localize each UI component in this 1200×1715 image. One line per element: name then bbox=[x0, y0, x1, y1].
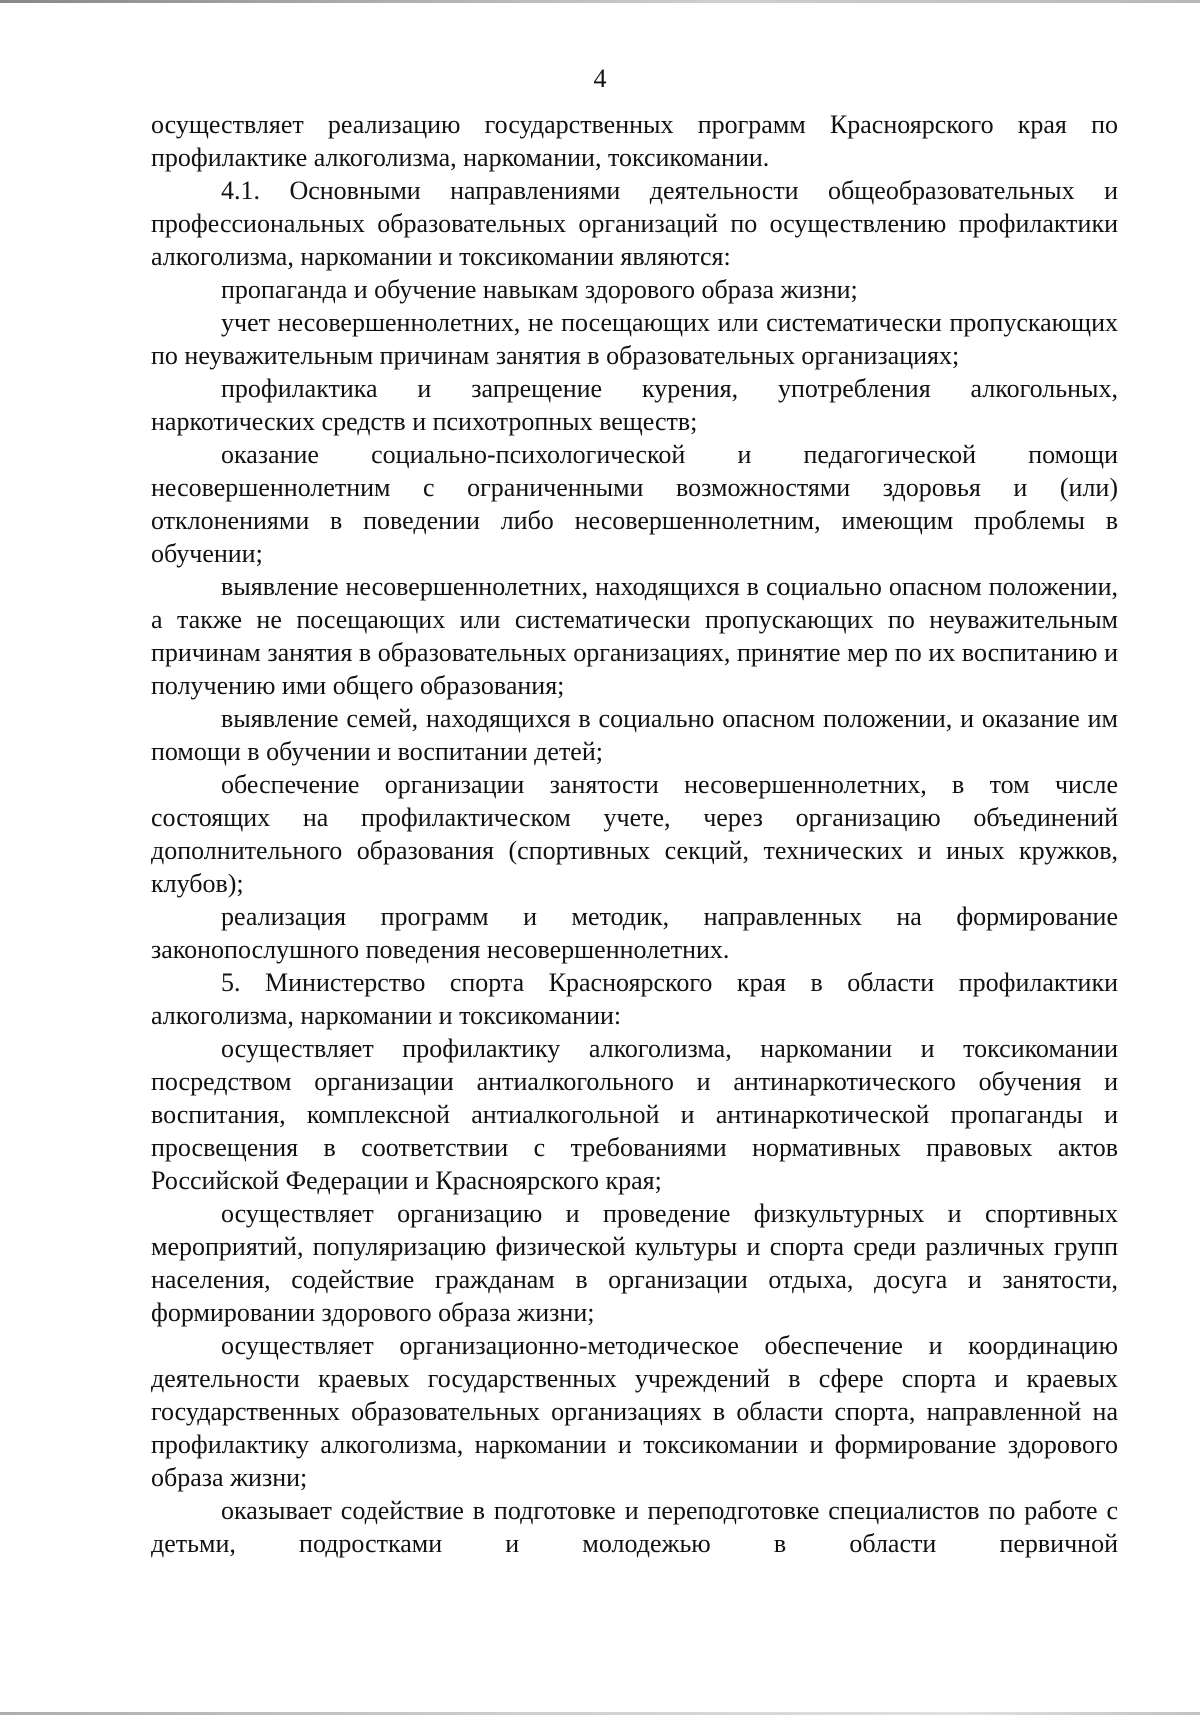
document-body bbox=[151, 108, 1118, 1560]
paragraph-item: обеспечение организации занятости несовершеннолетних, в том числе состоящих на профилактическом учете, через организацию объединений дополнительного образования (спортивных секций, технических и иных кружков, клубов); bbox=[151, 770, 1118, 898]
paragraph-item: выявление несовершеннолетних, находящихся в социально опасном положении, а также не посещающих или систематически пропускающих по неуважительным причинам занятия в образовательных организациях, принятие мер по их воспитанию и получению ими общего образования; bbox=[151, 572, 1118, 700]
paragraph-continuation: осуществляет реализацию государственных программ Красноярского края по профилактике алкоголизма, наркомании, токсикомании. bbox=[151, 110, 1118, 172]
paragraph-item: осуществляет организацию и проведение физкультурных и спортивных мероприятий, популяризацию физической культуры и спорта среди различных групп населения, содействие гражданам в организации отдыха, досуга и занятости, формировании здорового образа жизни; bbox=[151, 1199, 1118, 1327]
paragraph-item-continued: оказывает содействие в подготовке и переподготовке специалистов по работе с детьми, подростками и молодежью в области первичной bbox=[151, 1496, 1118, 1558]
paragraph-clause-4-1: 4.1. Основными направлениями деятельности общеобразовательных и профессиональных образовательных организаций по осуществлению профилактики алкоголизма, наркомании и токсикомании являются: bbox=[151, 176, 1118, 271]
paragraph-item: профилактика и запрещение курения, употребления алкогольных, наркотических средств и психотропных веществ; bbox=[151, 374, 1118, 436]
paragraph-item: учет несовершеннолетних, не посещающих или систематически пропускающих по неуважительным причинам занятия в образовательных организациях; bbox=[151, 308, 1118, 370]
paragraph-item: реализация программ и методик, направленных на формирование законопослушного поведения несовершеннолетних. bbox=[151, 902, 1118, 964]
paragraph-item: оказание социально-психологической и педагогической помощи несовершеннолетним с ограниченными возможностями здоровья и (или) отклонениями в поведении либо несовершеннолетним, имеющим проблемы в обучении; bbox=[151, 440, 1118, 568]
paragraph-item: выявление семей, находящихся в социально опасном положении, и оказание им помощи в обучении и воспитании детей; bbox=[151, 704, 1118, 766]
page-number: 4 bbox=[593, 64, 607, 93]
scan-edge-top bbox=[0, 0, 1200, 3]
paragraph-clause-5: 5. Министерство спорта Красноярского края в области профилактики алкоголизма, наркомании и токсикомании: bbox=[151, 968, 1118, 1030]
paragraph-item: осуществляет организационно-методическое обеспечение и координацию деятельности краевых государственных учреждений в сфере спорта и краевых государственных образовательных организациях в области спорта, направленной на профилактику алкоголизма, наркомании и токсикомании и формирование здорового образа жизни; bbox=[151, 1331, 1118, 1492]
paragraph-item: пропаганда и обучение навыкам здорового образа жизни; bbox=[221, 275, 858, 304]
paragraph-item: осуществляет профилактику алкоголизма, наркомании и токсикомании посредством организации антиалкогольного и антинаркотического обучения и воспитания, комплексной антиалкогольной и антинаркотической пропаганды и просвещения в соответствии с требованиями нормативных правовых актов Российской Федерации и Красноярского края; bbox=[151, 1034, 1118, 1195]
